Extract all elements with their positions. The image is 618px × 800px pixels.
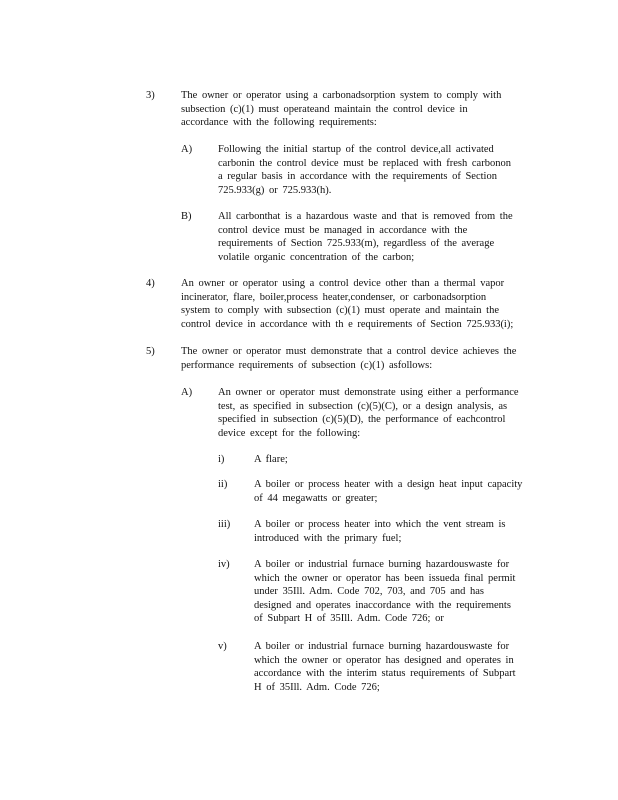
text-line: of Subpart H of 35Ill. Adm. Code 726; or [254, 613, 444, 625]
clause-marker: i) [218, 454, 225, 465]
text-line: accordance with the interim status requirements of Subpart [254, 668, 516, 680]
text-line: Following the initial startup of the control device,all activated [218, 144, 494, 155]
paragraph-marker: 3) [146, 90, 155, 101]
text-line: An owner or operator must demonstrate using either a performance [218, 387, 519, 398]
subparagraph-text [218, 386, 538, 440]
clause-text [254, 453, 539, 467]
text-line: carbonin the control device must be replaced with fresh carbonon [218, 157, 511, 169]
clause-marker: v) [218, 641, 227, 652]
text-line: subsection (c)(1) must operateand maintain the control device in [181, 103, 468, 115]
text-line: introduced with the primary fuel; [254, 532, 402, 544]
subparagraph-marker: B) [181, 211, 192, 222]
text-line: specified in subsection (c)(5)(D), the performance of eachcontrol [218, 414, 506, 426]
paragraph-text [181, 345, 541, 372]
clause-text [254, 478, 539, 505]
text-line: of 44 megawatts or greater; [254, 492, 378, 504]
text-line: designed and operates inaccordance with the requirements [254, 599, 511, 611]
text-line: volatile organic concentration of the carbon; [218, 251, 415, 263]
paragraph-text [181, 277, 541, 331]
text-line: incinerator, flare, boiler,process heater,condenser, or carbonadsorption [181, 291, 487, 303]
clause-text [254, 558, 539, 626]
clause-text [254, 518, 539, 545]
clause-text [254, 640, 539, 694]
paragraph-text [181, 89, 541, 130]
text-line: A boiler or process heater into which the vent stream is [254, 519, 506, 530]
text-line: which the owner or operator has been issueda final permit [254, 572, 516, 584]
clause-marker: iv) [218, 559, 230, 570]
text-line: requirements of Section 725.933(m), regardless of the average [218, 238, 495, 250]
text-line: system to comply with subsection (c)(1) must operate and maintain the [181, 305, 500, 317]
text-line: An owner or operator using a control device other than a thermal vapor [181, 278, 505, 289]
text-line: accordance with the following requirements: [181, 117, 377, 129]
paragraph-marker: 5) [146, 346, 155, 357]
text-line: A boiler or process heater with a design heat input capacity [254, 479, 523, 490]
text-line: under 35Ill. Adm. Code 702, 703, and 705 and has [254, 586, 485, 598]
clause-marker: ii) [218, 479, 228, 490]
text-line: A flare; [254, 454, 288, 465]
text-line: The owner or operator using a carbonadsorption system to comply with [181, 90, 502, 101]
text-line: A boiler or industrial furnace burning hazardouswaste for [254, 641, 510, 652]
text-line: control device must be managed in accordance with the [218, 224, 468, 236]
text-line: All carbonthat is a hazardous waste and that is removed from the [218, 211, 513, 222]
text-line: The owner or operator must demonstrate that a control device achieves the [181, 346, 517, 357]
text-line: a regular basis in accordance with the requirements of Section [218, 171, 497, 183]
subparagraph-marker: A) [181, 387, 193, 398]
subparagraph-marker: A) [181, 144, 193, 155]
paragraph-marker: 4) [146, 278, 155, 289]
text-line: test, as specified in subsection (c)(5)(C), or a design analysis, as [218, 400, 508, 412]
text-line: A boiler or industrial furnace burning hazardouswaste for [254, 559, 510, 570]
text-line: 725.933(g) or 725.933(h). [218, 184, 332, 196]
subparagraph-text [218, 210, 538, 264]
text-line: H of 35Ill. Adm. Code 726; [254, 681, 380, 693]
text-line: performance requirements of subsection (c)(1) asfollows: [181, 359, 433, 371]
subparagraph-text [218, 143, 538, 197]
text-line: device except for the following: [218, 427, 361, 439]
text-line: control device in accordance with th e requirements of Section 725.933(i); [181, 318, 514, 330]
clause-marker: iii) [218, 519, 231, 530]
text-line: which the owner or operator has designed and operates in [254, 654, 514, 666]
